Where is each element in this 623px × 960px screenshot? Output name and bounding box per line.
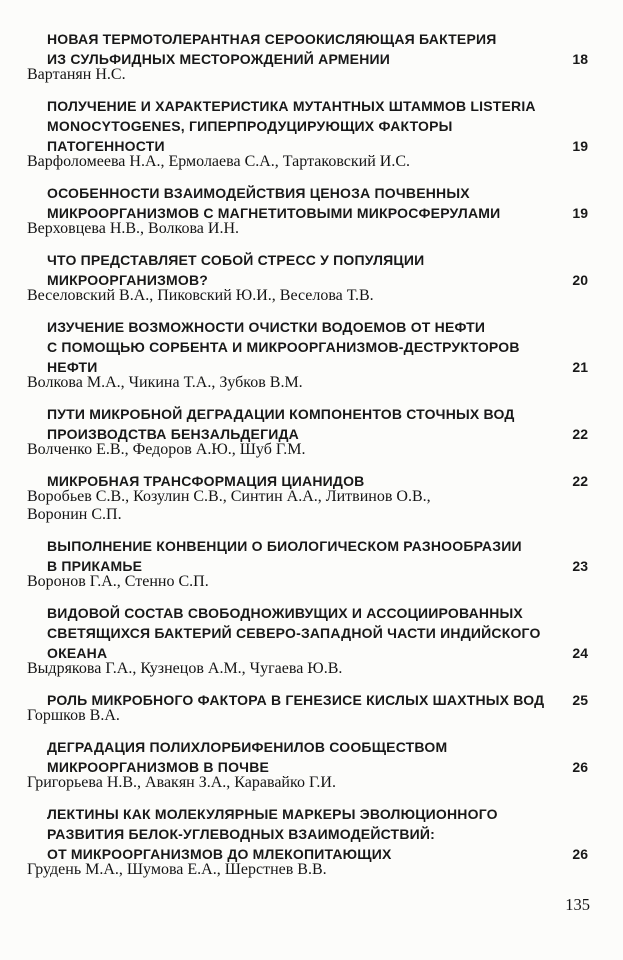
entry-title xyxy=(47,96,536,156)
toc-entry xyxy=(27,183,588,238)
entry-authors-line: Григорьева Н.В., Авакян З.А., Каравайко Г.И. xyxy=(27,774,336,791)
entry-title-line: ИЗУЧЕНИЕ ВОЗМОЖНОСТИ ОЧИСТКИ ВОДОЕМОВ ОТ НЕФТИ xyxy=(47,319,486,335)
entry-title-line: МИКРООРГАНИЗМОВ В ПОЧВЕ xyxy=(47,759,270,775)
entry-title xyxy=(47,29,497,69)
toc-entry xyxy=(27,737,588,792)
toc-entry xyxy=(27,29,588,84)
entry-page-ref: 19 xyxy=(572,138,588,154)
entry-title-row xyxy=(27,603,588,663)
toc-entry xyxy=(27,536,588,591)
entry-title-row xyxy=(27,250,588,290)
entry-title-row xyxy=(27,737,588,777)
entry-title xyxy=(47,536,522,576)
entry-title-line: ВЫПОЛНЕНИЕ КОНВЕНЦИИ О БИОЛОГИЧЕСКОМ РАЗНООБРАЗИИ xyxy=(47,538,522,554)
toc-entry xyxy=(27,96,588,171)
entry-title xyxy=(47,690,544,710)
toc-entry xyxy=(27,690,588,725)
entry-title xyxy=(47,317,520,377)
entry-title-line: ПУТИ МИКРОБНОЙ ДЕГРАДАЦИИ КОМПОНЕНТОВ СТОЧНЫХ ВОД xyxy=(47,406,515,422)
entry-title xyxy=(47,404,515,444)
entry-authors xyxy=(27,488,588,524)
entry-title-line: НЕФТИ xyxy=(47,359,98,375)
entry-title-line: ПРОИЗВОДСТВА БЕНЗАЛЬДЕГИДА xyxy=(47,426,299,442)
toc-entry xyxy=(27,471,588,524)
entry-authors-line: Верховцева Н.В., Волкова И.Н. xyxy=(27,220,240,237)
entry-page-ref: 26 xyxy=(572,759,588,775)
toc-entry xyxy=(27,804,588,879)
entry-authors-line: Воронов Г.А., Стенно С.П. xyxy=(27,573,209,590)
entry-authors-line: Воробьев С.В., Козулин С.В., Синтин А.А., Литвинов О.В., xyxy=(27,488,431,505)
entry-authors-line: Вартанян Н.С. xyxy=(27,66,126,83)
entry-title-line: РАЗВИТИЯ БЕЛОК-УГЛЕВОДНЫХ ВЗАИМОДЕЙСТВИЙ: xyxy=(47,826,436,842)
entry-title-row xyxy=(27,183,588,223)
entry-authors xyxy=(27,774,588,792)
entry-title-line: ИЗ СУЛЬФИДНЫХ МЕСТОРОЖДЕНИЙ АРМЕНИИ xyxy=(47,51,391,67)
entry-title-line: ОКЕАНА xyxy=(47,645,108,661)
entry-title-row xyxy=(27,317,588,377)
entry-title-row xyxy=(27,404,588,444)
entry-title-line: ПАТОГЕННОСТИ xyxy=(47,138,165,154)
entry-title-line: ДЕГРАДАЦИЯ ПОЛИХЛОРБИФЕНИЛОВ СООБЩЕСТВОМ xyxy=(47,739,448,755)
entry-page-ref: 20 xyxy=(572,272,588,288)
entry-title-line: ЧТО ПРЕДСТАВЛЯЕТ СОБОЙ СТРЕСС У ПОПУЛЯЦИИ xyxy=(47,252,425,268)
entry-authors-line: Воронин С.П. xyxy=(27,506,122,523)
entry-authors-line: Варфоломеева Н.А., Ермолаева С.А., Тартаковский И.С. xyxy=(27,153,410,170)
entry-page-ref: 24 xyxy=(572,645,588,661)
entry-authors xyxy=(27,287,588,305)
entry-title-line: ОТ МИКРООРГАНИЗМОВ ДО МЛЕКОПИТАЮЩИХ xyxy=(47,846,392,862)
entry-page-ref: 18 xyxy=(572,51,588,67)
entry-title-line: МИКРООРГАНИЗМОВ? xyxy=(47,272,209,288)
entry-authors-line: Горшков В.А. xyxy=(27,707,120,724)
toc-entry xyxy=(27,404,588,459)
entry-authors xyxy=(27,861,588,879)
entry-title xyxy=(47,183,500,223)
entry-title-line: СВЕТЯЩИХСЯ БАКТЕРИЙ СЕВЕРО-ЗАПАДНОЙ ЧАСТИ ИНДИЙСКОГО xyxy=(47,625,541,641)
entry-page-ref: 25 xyxy=(572,692,588,708)
entry-authors-line: Выдрякова Г.А., Кузнецов А.М., Чугаева Ю.В. xyxy=(27,660,343,677)
entry-authors-line: Грудень М.А., Шумова Е.А., Шерстнев В.В. xyxy=(27,861,327,878)
entry-authors-line: Волченко Е.В., Федоров А.Ю., Шуб Г.М. xyxy=(27,441,306,458)
entry-title-line: МИКРОБНАЯ ТРАНСФОРМАЦИЯ ЦИАНИДОВ xyxy=(47,473,365,489)
toc-entries xyxy=(27,29,588,879)
entry-title xyxy=(47,737,447,777)
entry-page-ref: 26 xyxy=(572,846,588,862)
entry-page-ref: 22 xyxy=(572,426,588,442)
entry-title-line: ВИДОВОЙ СОСТАВ СВОБОДНОЖИВУЩИХ И АССОЦИИРОВАННЫХ xyxy=(47,605,523,621)
entry-title-line: МИКРООРГАНИЗМОВ С МАГНЕТИТОВЫМИ МИКРОСФЕРУЛАМИ xyxy=(47,205,501,221)
entry-title-line: В ПРИКАМЬЕ xyxy=(47,558,143,574)
entry-title xyxy=(47,804,498,864)
toc-entry xyxy=(27,603,588,678)
entry-title xyxy=(47,603,541,663)
entry-title-row xyxy=(27,804,588,864)
entry-title-line: MONOCYTOGENES, ГИПЕРПРОДУЦИРУЮЩИХ ФАКТОРЫ xyxy=(47,118,453,134)
entry-title-line: РОЛЬ МИКРОБНОГО ФАКТОРА В ГЕНЕЗИСЕ КИСЛЫХ ШАХТНЫХ ВОД xyxy=(47,692,545,708)
entry-title-row xyxy=(27,29,588,69)
toc-entry xyxy=(27,317,588,392)
page-number: 135 xyxy=(565,895,590,914)
entry-authors-line: Веселовский В.А., Пиковский Ю.И., Веселова Т.В. xyxy=(27,287,374,304)
entry-title-line: ПОЛУЧЕНИЕ И ХАРАКТЕРИСТИКА МУТАНТНЫХ ШТАММОВ LISTERIA xyxy=(47,98,536,114)
entry-title-line: ЛЕКТИНЫ КАК МОЛЕКУЛЯРНЫЕ МАРКЕРЫ ЭВОЛЮЦИОННОГО xyxy=(47,806,498,822)
toc-entry xyxy=(27,250,588,305)
entry-page-ref: 22 xyxy=(572,473,588,489)
entry-authors-line: Волкова М.А., Чикина Т.А., Зубков В.М. xyxy=(27,374,303,391)
entry-page-ref: 21 xyxy=(572,359,588,375)
entry-page-ref: 23 xyxy=(572,558,588,574)
entry-title-line: ОСОБЕННОСТИ ВЗАИМОДЕЙСТВИЯ ЦЕНОЗА ПОЧВЕННЫХ xyxy=(47,185,470,201)
entry-title-line: НОВАЯ ТЕРМОТОЛЕРАНТНАЯ СЕРООКИСЛЯЮЩАЯ БАКТЕРИЯ xyxy=(47,31,497,47)
entry-title-row xyxy=(27,536,588,576)
entry-title-line: С ПОМОЩЬЮ СОРБЕНТА И МИКРООРГАНИЗМОВ-ДЕСТРУКТОРОВ xyxy=(47,339,520,355)
entry-title-row xyxy=(27,96,588,156)
entry-page-ref: 19 xyxy=(572,205,588,221)
entry-title xyxy=(47,250,424,290)
